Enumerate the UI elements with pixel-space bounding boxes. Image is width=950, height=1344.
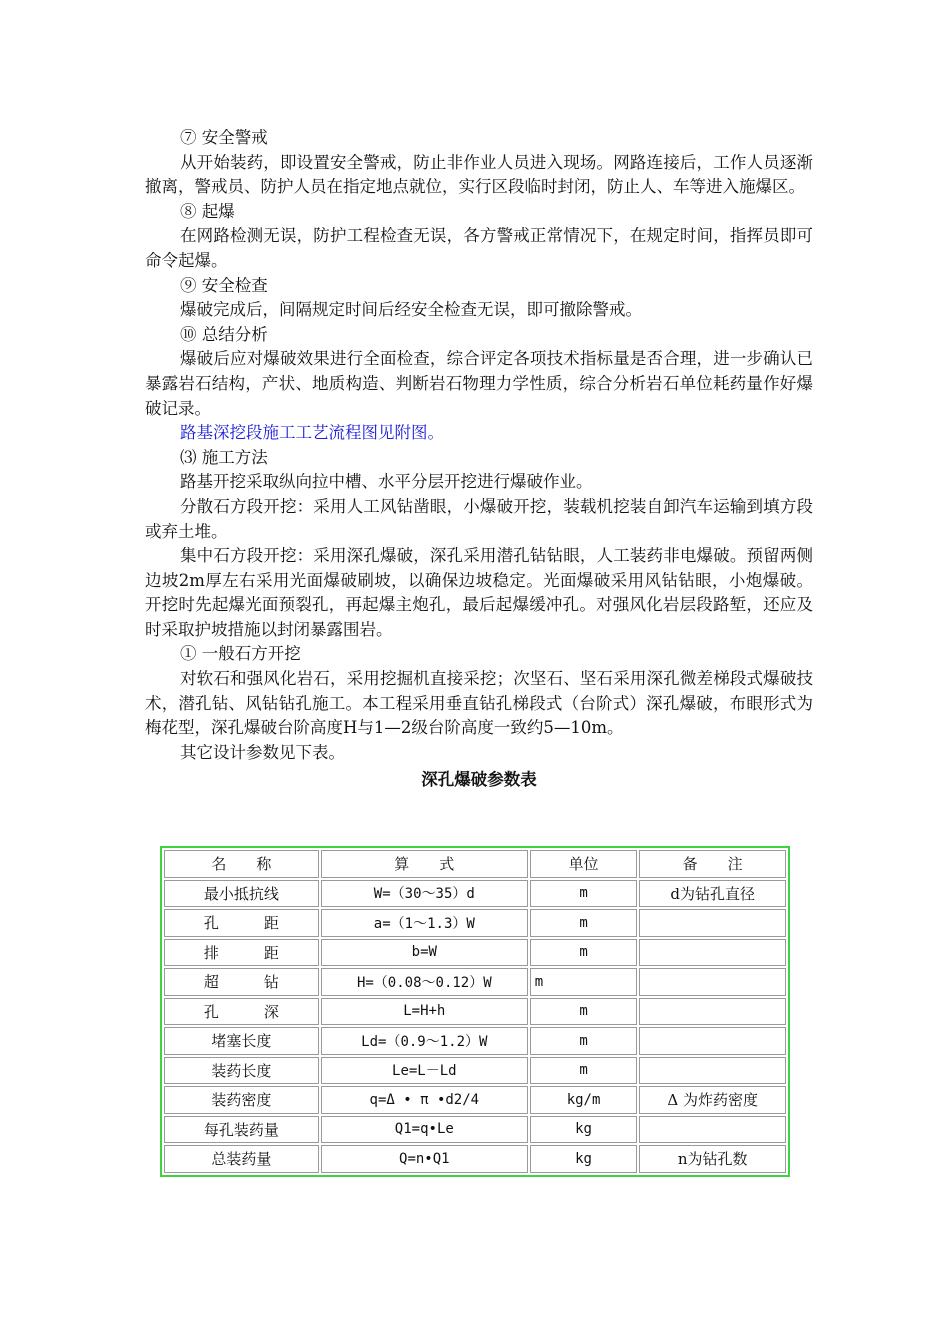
- cell-unit: kg: [530, 1145, 638, 1173]
- header-unit: 单位: [530, 850, 638, 878]
- cell-name: 总装药量: [164, 1145, 319, 1173]
- table-row: [164, 880, 786, 908]
- cell-unit: m: [530, 939, 638, 967]
- table-title: 深孔爆破参数表: [421, 770, 537, 790]
- cell-unit: m: [530, 1027, 638, 1055]
- cell-remark: [639, 998, 786, 1026]
- cell-unit: kg/m: [530, 1086, 638, 1114]
- cell-unit: kg: [530, 1116, 638, 1144]
- paragraph-scattered-rock: 分散石方段开挖：采用人工风钻凿眼，小爆破开挖，装载机挖装自卸汽车运输到填方段或弃土堆。: [145, 496, 813, 541]
- cell-remark: [639, 1057, 786, 1085]
- cell-unit: m: [530, 909, 638, 937]
- cell-remark: n为钻孔数: [639, 1145, 786, 1173]
- paragraph-excavation: 路基开挖采取纵向拉中槽、水平分层开挖进行爆破作业。: [180, 472, 593, 492]
- heading-summary: ⑩ 总结分析: [180, 324, 268, 344]
- cell-formula: Ld=（0.9～1.2）W: [321, 1027, 528, 1055]
- cell-name: 孔 距: [164, 909, 319, 937]
- header-formula: 算 式: [321, 850, 528, 878]
- cell-remark: [639, 968, 786, 996]
- cell-unit: m: [530, 968, 638, 996]
- cell-remark: [639, 1116, 786, 1144]
- cell-remark: [639, 939, 786, 967]
- paragraph-safety-alert: 从开始装药，即设置安全警戒，防止非作业人员进入现场。网路连接后，工作人员逐渐撤离，警戒员、防护人员在指定地点就位，实行区段临时封闭，防止人、车等进入施爆区。: [145, 152, 813, 197]
- cell-remark: d为钻孔直径: [639, 880, 786, 908]
- heading-detonation: ⑧ 起爆: [180, 201, 235, 221]
- cell-formula: b=W: [321, 939, 528, 967]
- paragraph-concentrated-rock: 集中石方段开挖：采用深孔爆破，深孔采用潜孔钻钻眼，人工装药非电爆破。预留两侧边坡2m厚左右采用光面爆破刷坡，以确保边坡稳定。光面爆破采用风钻钻眼，小炮爆破。开挖时先起爆光面预裂孔，再起爆主炮孔，最后起爆缓冲孔。对强风化岩层段路堑，还应及时采取护坡措施以封闭暴露围岩。: [145, 546, 813, 639]
- heading-safety-check: ⑨ 安全检查: [180, 275, 268, 295]
- table-row: [164, 1057, 786, 1085]
- cell-unit: m: [530, 1057, 638, 1085]
- table-row: [164, 1027, 786, 1055]
- cell-remark: Δ 为炸药密度: [639, 1086, 786, 1114]
- heading-safety-alert: ⑦ 安全警戒: [180, 128, 268, 147]
- cell-unit: m: [530, 880, 638, 908]
- paragraph-general-rock: 对软石和强风化岩石，采用挖掘机直接采挖；次坚石、坚石采用深孔微差梯段式爆破技术，潜孔钻、风钻钻孔施工。本工程采用垂直钻孔梯段式（台阶式）深孔爆破，布眼形式为梅花型，深孔爆破台阶高度H与1—2级台阶高度一致约5—10m。: [145, 669, 813, 738]
- table-row: [164, 1145, 786, 1173]
- cell-remark: [639, 1027, 786, 1055]
- header-name: 名 称: [164, 850, 319, 878]
- cell-formula: Q=n•Q1: [321, 1145, 528, 1173]
- cell-formula: W=（30～35）d: [321, 880, 528, 908]
- paragraph-detonation: 在网路检测无误，防护工程检查无误，各方警戒正常情况下，在规定时间，指挥员即可命令起爆。: [145, 226, 813, 270]
- header-remark: 备 注: [639, 850, 786, 878]
- table-row: [164, 939, 786, 967]
- table-row: [164, 1086, 786, 1114]
- flowchart-link[interactable]: 路基深挖段施工工艺流程图见附图。: [180, 423, 444, 443]
- cell-name: 装药长度: [164, 1057, 319, 1085]
- cell-formula: Q1=q•Le: [321, 1116, 528, 1144]
- table-row: [164, 968, 786, 996]
- cell-formula: H=（0.08～0.12）W: [321, 968, 528, 996]
- cell-name: 最小抵抗线: [164, 880, 319, 908]
- table-row: [164, 909, 786, 937]
- cell-formula: q=Δ • π •d2/4: [321, 1086, 528, 1114]
- cell-unit: m: [530, 998, 638, 1026]
- table-row: [164, 1116, 786, 1144]
- cell-remark: [639, 909, 786, 937]
- cell-name: 排 距: [164, 939, 319, 967]
- table-row: [164, 998, 786, 1026]
- cell-formula: Le=L－Ld: [321, 1057, 528, 1085]
- paragraph-summary: 爆破后应对爆破效果进行全面检查，综合评定各项技术指标量是否合理，进一步确认已暴露岩石结构，产状、地质构造、判断岩石物理力学性质，综合分析岩石单位耗药量作好爆破记录。: [145, 349, 813, 418]
- heading-construction-method: ⑶ 施工方法: [180, 447, 268, 467]
- cell-name: 堵塞长度: [164, 1027, 319, 1055]
- blasting-parameters-table: [160, 846, 790, 1177]
- paragraph-safety-check: 爆破完成后，间隔规定时间后经安全检查无误，即可撤除警戒。: [180, 300, 642, 320]
- cell-name: 超 钻: [164, 968, 319, 996]
- paragraph-other-params: 其它设计参数见下表。: [180, 742, 345, 762]
- cell-formula: a=（1～1.3）W: [321, 909, 528, 937]
- document-body: [145, 126, 813, 791]
- heading-general-rock: ① 一般石方开挖: [180, 644, 301, 664]
- cell-name: 每孔装药量: [164, 1116, 319, 1144]
- cell-formula: L=H+h: [321, 998, 528, 1026]
- table-header-row: [164, 850, 786, 878]
- cell-name: 装药密度: [164, 1086, 319, 1114]
- cell-name: 孔 深: [164, 998, 319, 1026]
